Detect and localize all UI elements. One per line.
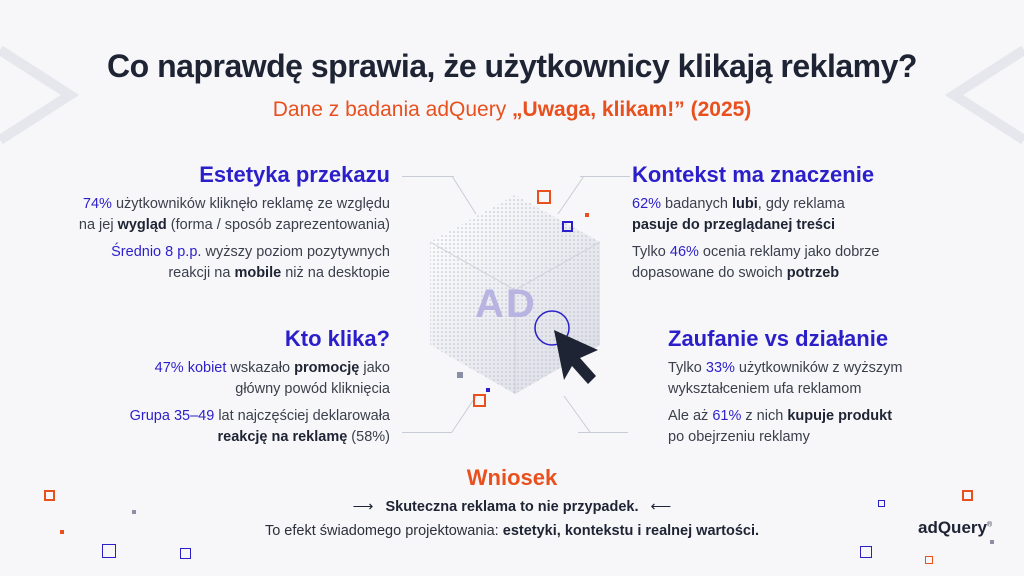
section-heading-kontekst: Kontekst ma znaczenie — [632, 162, 875, 187]
decor-square — [473, 394, 486, 407]
section-text-zaufanie-2: Ale aż 61% z nich kupuje produkt po obejrzeniu reklamy — [668, 408, 893, 445]
cursor-icon — [528, 304, 608, 394]
section-text-estetyka-2: Średnio 8 p.p. wyższy poziom pozytywnych reakcji na mobile niż na desktopie — [111, 244, 390, 281]
section-text-zaufanie-1: Tylko 33% użytkowników z wyższym wykształceniem ufa reklamom — [668, 360, 903, 397]
decor-square — [925, 556, 933, 564]
arrow-left-icon: ⟵ — [650, 499, 672, 515]
connector-line — [402, 176, 454, 177]
section-text-kontekst-1: 62% badanych lubi, gdy reklama pasuje do przeglądanej treści — [632, 196, 845, 233]
connector-line — [402, 432, 452, 433]
section-heading-zaufanie: Zaufanie vs działanie — [668, 326, 889, 351]
decor-square — [878, 500, 885, 507]
decor-square — [457, 372, 463, 378]
conclusion-line-2: To efekt świadomego projektowania: estetyki, kontekstu i realnej wartości. — [264, 523, 760, 539]
section-heading-kto: Kto klika? — [284, 326, 390, 351]
conclusion-heading: Wniosek — [466, 465, 558, 490]
adquery-logo: adQuery® — [918, 518, 993, 537]
decor-square — [537, 190, 551, 204]
section-text-kontekst-2: Tylko 46% ocenia reklamy jako dobrze dopasowane do swoich potrzeb — [632, 244, 880, 281]
decor-square — [102, 544, 116, 558]
decor-square — [860, 546, 872, 558]
decor-square — [990, 540, 994, 544]
page-title: Co naprawdę sprawia, że użytkownicy klikają reklamy? — [107, 48, 917, 84]
decor-square — [60, 530, 64, 534]
decor-square — [962, 490, 973, 501]
section-heading-estetyka: Estetyka przekazu — [199, 162, 390, 187]
decor-square — [486, 388, 490, 392]
conclusion-line-1: ⟶ Skuteczna reklama to nie przypadek. ⟵ — [352, 499, 672, 515]
decor-square — [180, 548, 191, 559]
decor-square — [585, 213, 589, 217]
arrow-right-icon: ⟶ — [352, 499, 374, 515]
page-subtitle: Dane z badania adQuery „Uwaga, klikam!” (2025) — [272, 98, 752, 121]
section-text-kto-1: 47% kobiet wskazało promocję jako główny powód kliknięcia — [154, 360, 390, 397]
ad-label: AD — [475, 282, 537, 326]
section-text-estetyka-1: 74% użytkowników kliknęło reklamę ze względu na jej wygląd (forma / sposób zaprezentowania) — [78, 196, 390, 233]
decor-square — [44, 490, 55, 501]
section-text-kto-2: Grupa 35–49 lat najczęściej deklarowała reakcję na reklamę (58%) — [129, 408, 390, 445]
decor-square — [562, 221, 573, 232]
decor-square — [132, 510, 136, 514]
